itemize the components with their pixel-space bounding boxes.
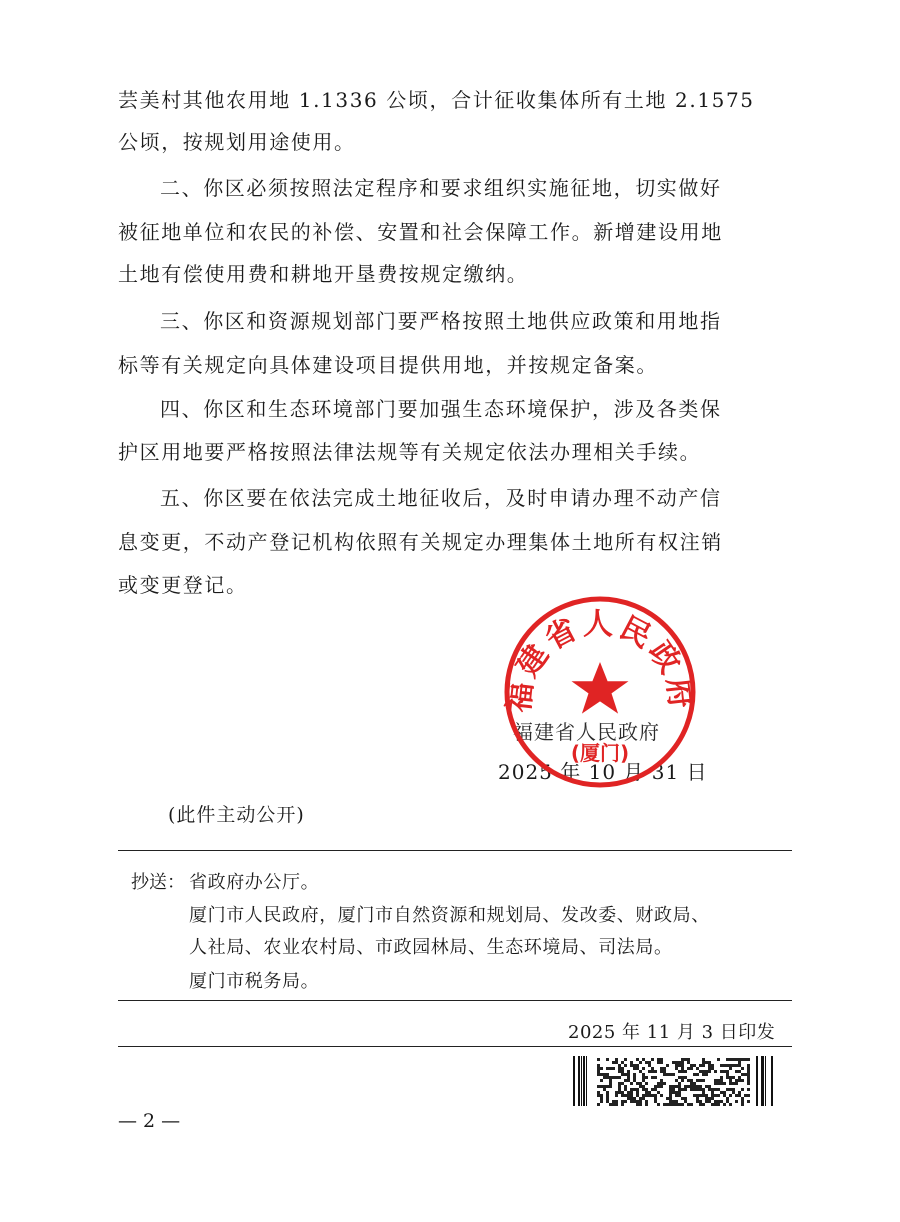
issuer-signature: 福建省人民政府 — [513, 720, 660, 744]
body-line: 标等有关规定向具体建设项目提供用地，并按规定备案。 — [118, 353, 658, 377]
body-line: 被征地单位和农民的补偿、安置和社会保障工作。新增建设用地 — [118, 220, 723, 244]
body-line: 芸美村其他农用地 1.1336 公顷，合计征收集体所有土地 2.1575 — [118, 88, 755, 112]
body-line: 三、你区和资源规划部门要严格按照土地供应政策和用地指 — [160, 309, 722, 333]
cc-line: 厦门市人民政府，厦门市自然资源和规划局、发改委、财政局、 — [189, 905, 710, 926]
body-line: 二、你区必须按照法定程序和要求组织实施征地，切实做好 — [160, 176, 722, 200]
body-line: 五、你区要在依法完成土地征收后，及时申请办理不动产信 — [160, 486, 722, 510]
document-barcode — [571, 1054, 774, 1108]
body-line: 息变更，不动产登记机构依照有关规定办理集体土地所有权注销 — [118, 530, 723, 554]
divider-top — [118, 850, 792, 851]
printed-date: 2025 年 11 月 3 日印发 — [568, 1022, 776, 1043]
body-line: 或变更登记。 — [118, 573, 248, 597]
issue-date: 2025 年 10 月 31 日 — [498, 760, 708, 784]
cc-label: 抄送： — [131, 872, 185, 893]
seal-star-icon — [572, 662, 629, 714]
seal-text: 福建省人民政府 — [501, 607, 699, 715]
divider-bottom — [118, 1046, 792, 1047]
body-line: 四、你区和生态环境部门要加强生态环境保护，涉及各类保 — [160, 397, 722, 421]
body-line: 土地有偿使用费和耕地开垦费按规定缴纳。 — [118, 262, 529, 286]
page-number: — 2 — — [118, 1110, 181, 1132]
divider-middle — [118, 1000, 792, 1001]
public-notice: (此件主动公开) — [168, 804, 305, 826]
cc-line: 省政府办公厅。 — [189, 872, 320, 893]
seal-subtext: (厦门) — [570, 741, 630, 765]
cc-line: 人社局、农业农村局、市政园林局、生态环境局、司法局。 — [189, 937, 673, 958]
cc-line: 厦门市税务局。 — [189, 971, 320, 992]
official-seal — [500, 592, 700, 792]
body-line: 护区用地要严格按照法律法规等有关规定依法办理相关手续。 — [118, 440, 702, 464]
body-line: 公顷，按规划用途使用。 — [118, 130, 356, 154]
